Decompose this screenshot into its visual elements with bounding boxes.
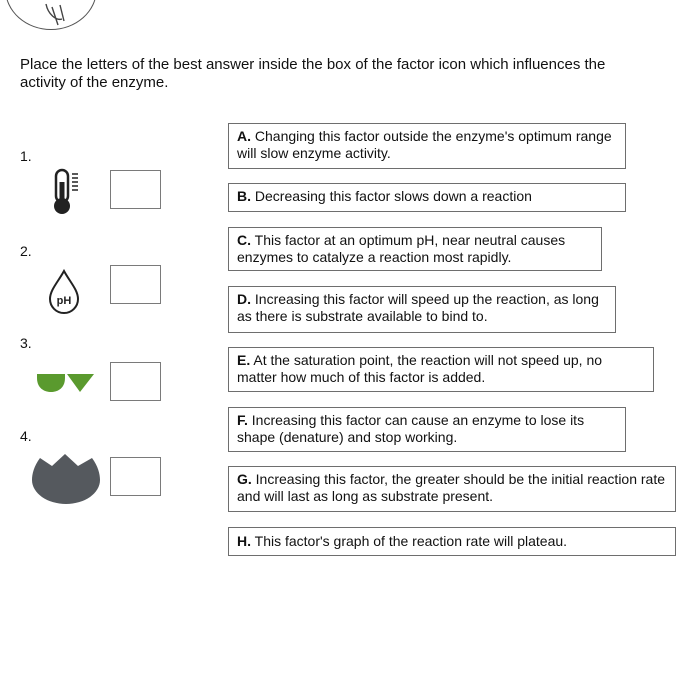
answer-box-3[interactable] [110,362,161,401]
option-d [228,286,616,333]
answer-box-4[interactable] [110,457,161,496]
option-h [228,527,676,556]
option-f-letter: F. [237,412,248,428]
enzyme-icon [36,370,96,394]
option-h-text: This factor's graph of the reaction rate will plateau. [254,533,568,549]
question-number-3: 3. [20,335,32,351]
option-f-text: Increasing this factor can cause an enzyme to lose its shape (denature) and stop working. [237,412,585,445]
option-c-letter: C. [237,232,251,248]
question-number-2: 2. [20,243,32,259]
question-number-1: 1. [20,148,32,164]
option-d-letter: D. [237,291,251,307]
answer-box-2[interactable] [110,265,161,304]
option-c-text: This factor at an optimum pH, near neutral causes enzymes to catalyze a reaction most rapidly. [237,232,566,265]
worksheet-logo [5,0,97,30]
ph-drop-icon [44,268,84,314]
option-e-text: At the saturation point, the reaction will not speed up, no matter how much of this factor is added. [237,352,603,385]
option-b [228,183,626,212]
option-b-letter: B. [237,188,251,204]
option-e [228,347,654,392]
option-a-letter: A. [237,128,251,144]
option-a [228,123,626,169]
option-b-text: Decreasing this factor slows down a reaction [254,188,532,204]
option-d-text: Increasing this factor will speed up the reaction, as long as there is substrate available to bind to. [237,291,599,324]
option-c [228,227,602,271]
option-a-text: Changing this factor outside the enzyme's optimum range will slow enzyme activity. [237,128,612,161]
question-number-4: 4. [20,428,32,444]
instructions: Place the letters of the best answer inside the box of the factor icon which influences the activity of the enzyme. [20,56,606,91]
option-f [228,407,626,452]
option-g-letter: G. [237,471,252,487]
thermometer-icon [52,168,82,216]
ph-label: pH [56,295,72,307]
answer-box-1[interactable] [110,170,161,209]
option-g-text: Increasing this factor, the greater should be the initial reaction rate and will last as long as substrate present. [237,471,666,504]
option-e-letter: E. [237,352,251,368]
substrate-icon [32,448,100,504]
option-g [228,466,676,512]
option-h-letter: H. [237,533,251,549]
